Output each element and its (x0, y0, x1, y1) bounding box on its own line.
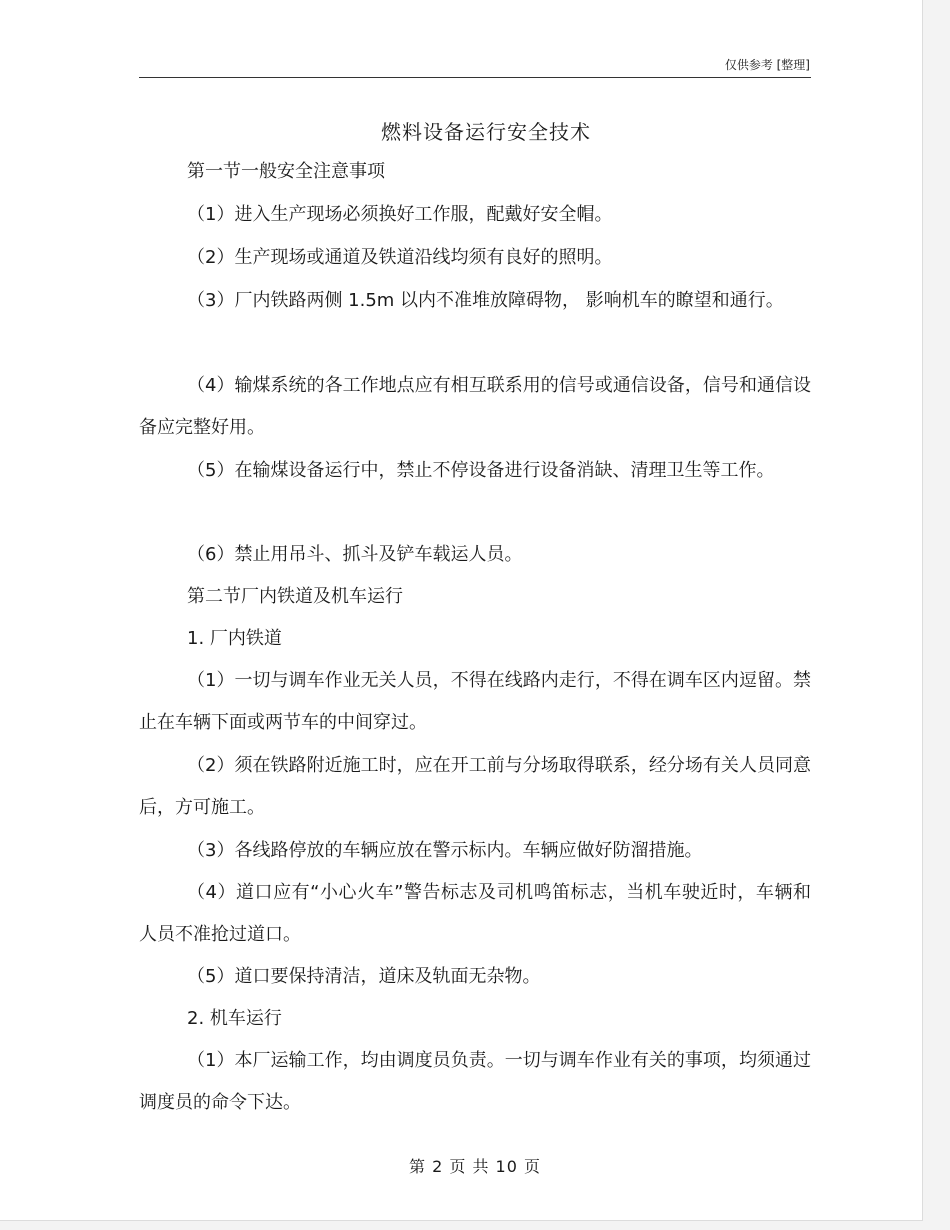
paragraph: （3）各线路停放的车辆应放在警示标内。车辆应做好防溜措施。 (187, 840, 703, 861)
section-heading: 第二节厂内铁道及机车运行 (187, 586, 403, 607)
header-note: 仅供参考 [整理] (724, 58, 810, 72)
paragraph: （4）输煤系统的各工作地点应有相互联系用的信号或通信设备，信号和通信设备应完整好用。 (139, 375, 811, 438)
paragraph: （3）厂内铁路两侧 1.5m 以内不准堆放障碍物， 影响机车的瞭望和通行。 (187, 290, 784, 311)
paragraph: （6）禁止用吊斗、抓斗及铲车载运人员。 (187, 544, 523, 565)
paragraph: （2）生产现场或通道及铁道沿线均须有良好的照明。 (187, 247, 613, 268)
paragraph: （1）本厂运输工作，均由调度员负责。一切与调车作业有关的事项，均须通过调度员的命令下达。 (139, 1050, 811, 1113)
paragraph: （1）进入生产现场必须换好工作服，配戴好安全帽。 (187, 204, 613, 225)
paragraph: （4）道口应有“小心火车”警告标志及司机鸣笛标志，当机车驶近时，车辆和人员不准抢过道口。 (139, 882, 811, 945)
paragraph: （5）在输煤设备运行中，禁止不停设备进行设备消缺、清理卫生等工作。 (187, 460, 775, 481)
paragraph: （2）须在铁路附近施工时，应在开工前与分场取得联系，经分场有关人员同意后，方可施工。 (139, 755, 811, 818)
subsection-heading: 1. 厂内铁道 (187, 628, 282, 649)
paragraph: （1）一切与调车作业无关人员，不得在线路内走行，不得在调车区内逗留。禁止在车辆下面或两节车的中间穿过。 (139, 670, 811, 733)
paragraph: （5）道口要保持清洁，道床及轨面无杂物。 (187, 966, 541, 987)
header-divider (139, 77, 811, 78)
section-heading: 第一节一般安全注意事项 (187, 161, 385, 182)
document-title: 燃料设备运行安全技术 (381, 120, 591, 144)
subsection-heading: 2. 机车运行 (187, 1008, 282, 1029)
page-number-footer: 第 2 页 共 10 页 (409, 1157, 541, 1176)
